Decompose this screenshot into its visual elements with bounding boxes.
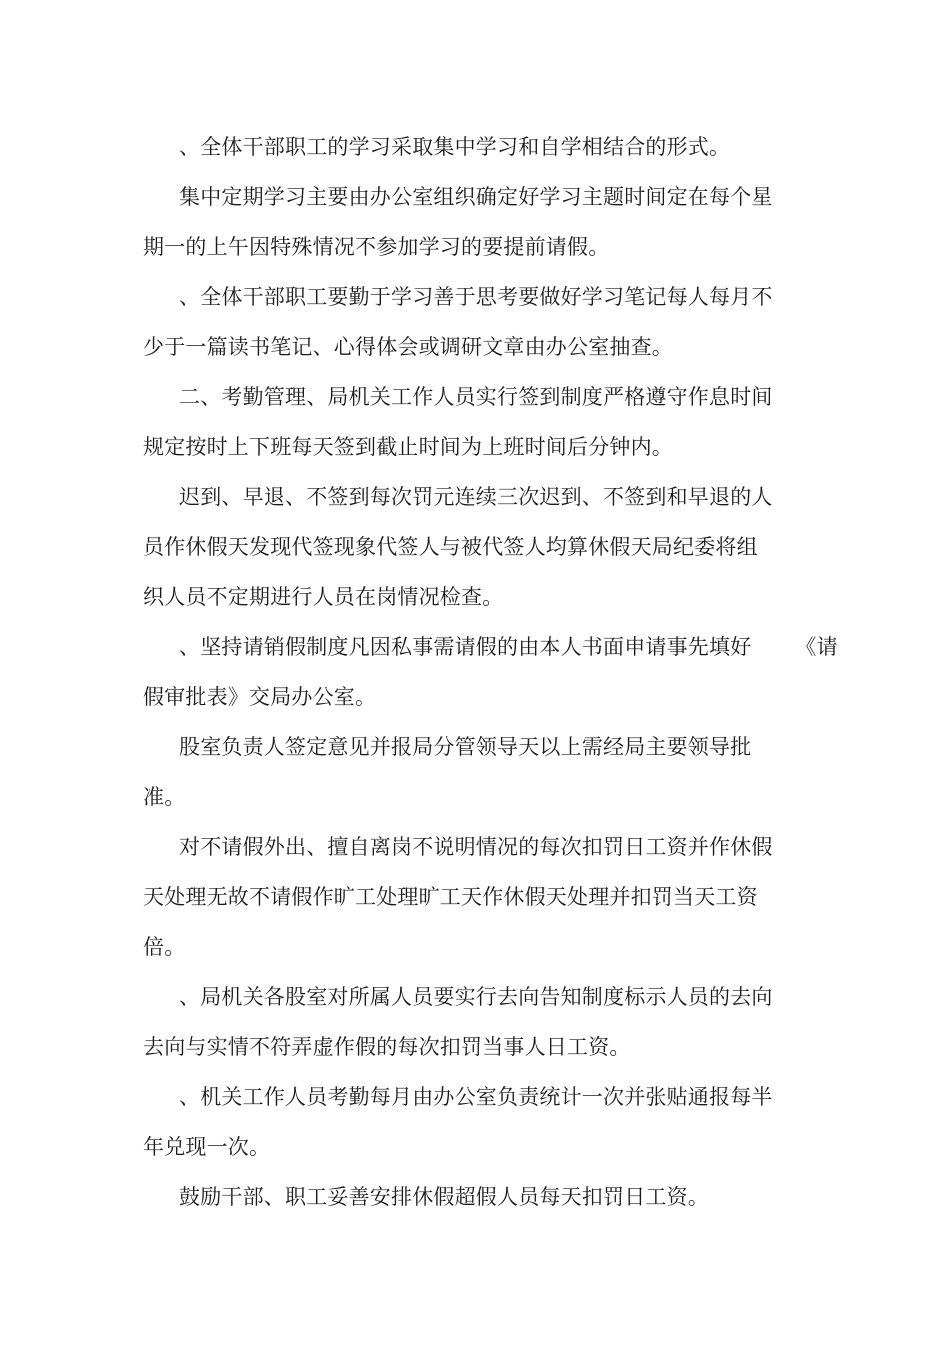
paragraph-line-tail: 《请: [795, 635, 838, 659]
paragraph-line: 员作休假天发现代签现象代签人与被代签人均算休假天局纪委将组: [143, 535, 758, 559]
paragraph-line: 迟到、早退、不签到每次罚元连续三次迟到、不签到和早退的人: [179, 485, 773, 509]
paragraph-line-text: 、坚持请销假制度凡因私事需请假的由本人书面申请事先填好: [179, 635, 752, 659]
document-body: [143, 122, 838, 1222]
paragraph-line: 倍。: [143, 935, 186, 959]
paragraph-line: 对不请假外出、擅自离岗不说明情况的每次扣罚日工资并作休假: [179, 835, 773, 859]
paragraph-line: 、局机关各股室对所属人员要实行去向告知制度标示人员的去向: [179, 985, 773, 1009]
paragraph-line: 假审批表》交局办公室。: [143, 685, 377, 709]
paragraph-line: 、全体干部职工的学习采取集中学习和自学相结合的形式。: [179, 135, 731, 159]
paragraph-line: 去向与实情不符弄虚作假的每次扣罚当事人日工资。: [143, 1035, 631, 1059]
paragraph-line: 二、考勤管理、局机关工作人员实行签到制度严格遵守作息时间: [179, 385, 773, 409]
paragraph-line: 、全体干部职工要勤于学习善于思考要做好学习笔记每人每月不: [179, 285, 773, 309]
paragraph-line: 鼓励干部、职工妥善安排休假超假人员每天扣罚日工资。: [179, 1185, 709, 1209]
paragraph-line: 织人员不定期进行人员在岗情况检查。: [143, 585, 504, 609]
paragraph-line: 股室负责人签定意见并报局分管领导天以上需经局主要领导批: [179, 735, 752, 759]
paragraph-line: 天处理无故不请假作旷工处理旷工天作休假天处理并扣罚当天工资: [143, 885, 758, 909]
paragraph-line: 期一的上午因特殊情况不参加学习的要提前请假。: [143, 235, 610, 259]
paragraph-line: [143, 622, 838, 672]
paragraph-line: 准。: [143, 785, 186, 809]
paragraph-line: 少于一篇读书笔记、心得体会或调研文章由办公室抽查。: [143, 335, 673, 359]
paragraph-line: 、机关工作人员考勤每月由办公室负责统计一次并张贴通报每半: [179, 1085, 773, 1109]
paragraph-line: 年兑现一次。: [143, 1135, 271, 1159]
paragraph-line: 集中定期学习主要由办公室组织确定好学习主题时间定在每个星: [179, 185, 773, 209]
paragraph-line: 规定按时上下班每天签到截止时间为上班时间后分钟内。: [143, 435, 673, 459]
